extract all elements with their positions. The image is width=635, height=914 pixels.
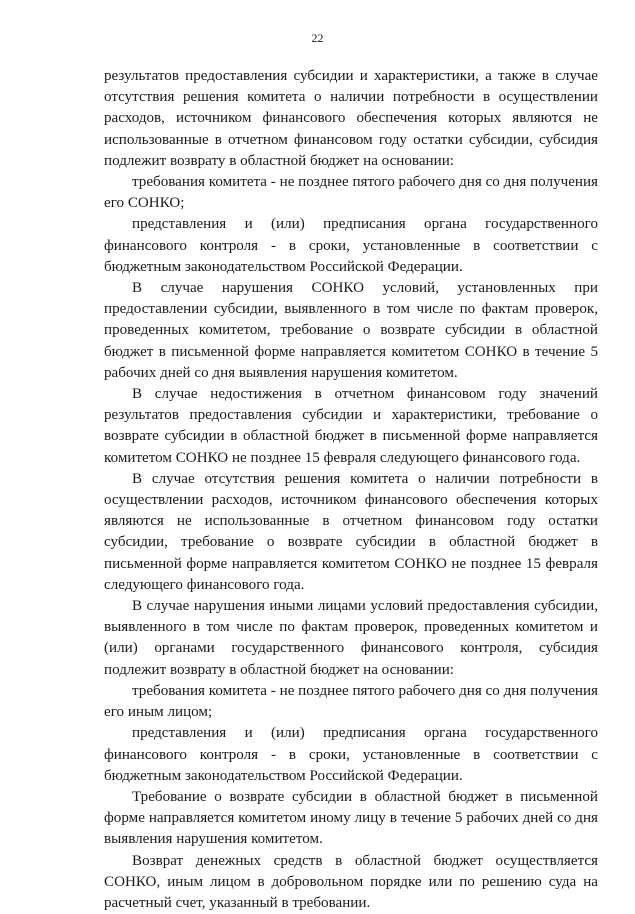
page-number: 22 [311,31,324,45]
paragraph-committee-demand: требования комитета - не позднее пятого рабочего дня со дня получения его СОНКО; [104,174,598,212]
document-body [104,66,598,914]
paragraph-violation-other-persons: В случае нарушения иными лицами условий предоставления субсидии, выявленного в том числе по фактам проверок, проведенных комитетом и (или) органами государственного финансового контроля, субсидия подлежит возврату в областной бюджет на основании: [104,598,598,678]
paragraph-control-body-order: представления и (или) предписания органа государственного финансового контроля - в сроки, установленные в соответствии с бюджетным законодательством Российской Федерации. [104,216,598,275]
paragraph-violation-sonko: В случае нарушения СОНКО условий, установленных при предоставлении субсидии, выявленного в том числе по фактам проверок, проведенных комитетом, требование о возврате субсидии в областной бюджет в письменной форме направляется комитетом СОНКО в течение 5 рабочих дней со дня выявления нарушения комитетом. [104,280,598,381]
paragraph-continuation: результатов предоставления субсидии и характеристики, а также в случае отсутствия решения комитета о наличии потребности в осуществлении расходов, источником финансового обеспечения которых являются не использованные в отчетном финансовом году остатки субсидии, субсидия подлежит возврату в областной бюджет на основании: [104,68,598,169]
paragraph-control-body-order-other: представления и (или) предписания органа государственного финансового контроля - в сроки, установленные в соответствии с бюджетным законодательством Российской Федерации. [104,725,598,784]
paragraph-refund-method: Возврат денежных средств в областной бюджет осуществляется СОНКО, иным лицом в добровольном порядке или по решению суда на расчетный счет, указанный в требовании. [104,852,598,911]
paragraph-no-need-decision: В случае отсутствия решения комитета о наличии потребности в осуществлении расходов, источником финансового обеспечения которых являются не использованные в отчетном финансовом году остатки субсидии, требование о возврате субсидии в областной бюджет в письменной форме направляется комитетом СОНКО не позднее 15 февраля следующего финансового года. [104,470,598,593]
paragraph-demand-to-other-person: Требование о возврате субсидии в областной бюджет в письменной форме направляется комитетом иному лицу в течение 5 рабочих дней со дня выявления нарушения комитетом. [104,788,598,848]
paragraph-non-achievement: В случае недостижения в отчетном финансовом году значений результатов предоставления субсидии и характеристики, требование о возврате субсидии в областной бюджет в письменной форме направляется комитетом СОНКО не позднее 15 февраля следующего финансового года. [104,386,598,466]
paragraph-committee-demand-other: требования комитета - не позднее пятого рабочего дня со дня получения его иным лицом; [104,682,598,721]
